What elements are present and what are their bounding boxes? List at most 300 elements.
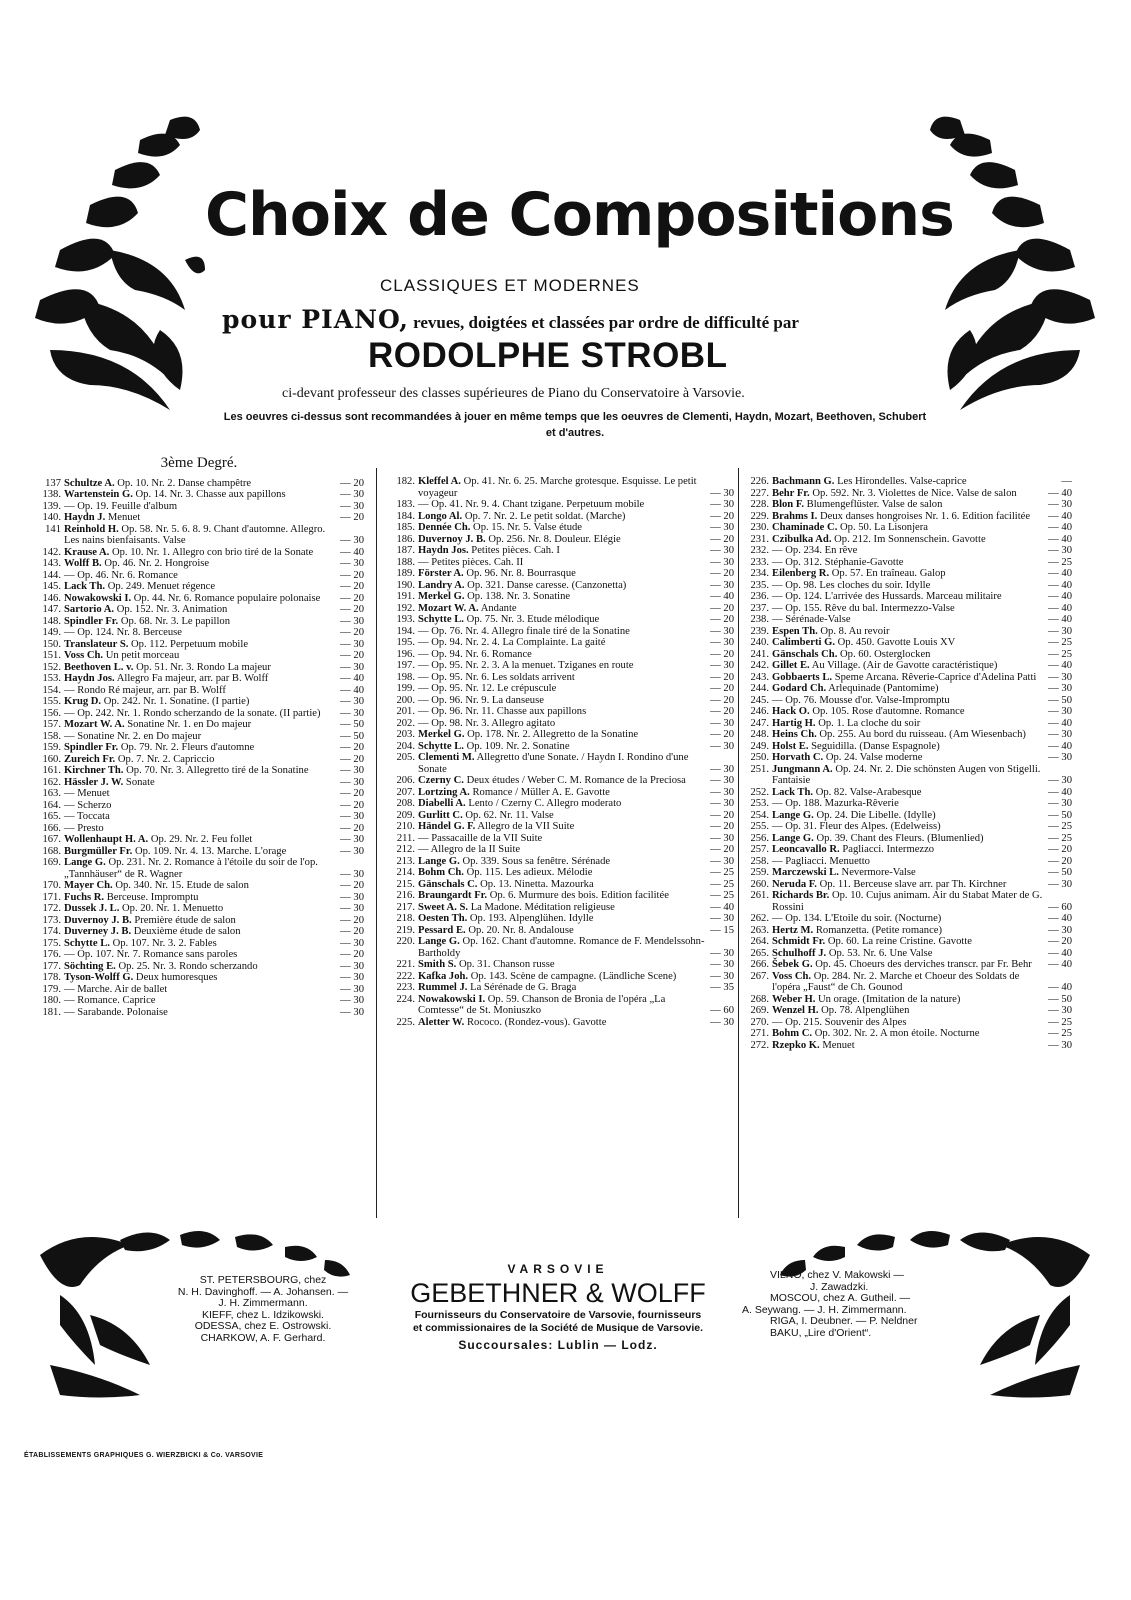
catalogue-entry [742,741,1072,753]
entry-number: 194. [396,625,415,637]
catalogue-entry [34,512,364,524]
composer-name: Smith S. [418,959,457,970]
work-title: Op. 11. Berceuse slave arr. par Th. Kirchner [819,878,1007,890]
entry-number: 191. [396,591,415,602]
composer-name: Spindler Fr. [64,742,119,753]
catalogue-entry [34,604,364,616]
composer-name: Lange G. [64,857,106,868]
price: — 20 [340,604,364,615]
price: — 30 [710,959,734,970]
entry-number: 196. [396,648,415,660]
price: — 30 [1048,729,1072,740]
price: — 60 [1048,901,1072,913]
price: — 30 [710,913,734,924]
entry-number: 164. [42,799,61,811]
price: — 20 [340,949,364,960]
work-title: — Op. 134. L'Etoile du soir. (Nocturne) [772,913,942,924]
price: — 40 [710,591,734,602]
work-title: Andante [480,602,517,614]
entry-number: 234. [750,568,769,579]
catalogue-entry [742,913,1072,925]
entry-number: 255. [750,821,769,832]
entry-number: 231. [750,533,769,545]
entry-number: 247. [750,717,769,729]
price: — 20 [710,648,734,660]
catalogue-entry [388,879,734,891]
composer-name: Voss Ch. [64,650,104,661]
catalogue-entry [34,524,364,547]
catalogue-entry [34,834,364,846]
entry-number: 236. [750,591,769,602]
price: — 20 [340,627,364,638]
work-title: Op. 450. Gavotte Louis XV [837,637,956,648]
composer-name: Braungardt Fr. [418,890,488,901]
composer-name: Beethoven L. v. [64,661,134,673]
entry-number: 182. [396,476,415,487]
catalogue-entry [388,499,734,511]
printer-credit: ÉTABLISSEMENTS GRAPHIQUES G. WIERZBICKI & Co. VARSOVIE [24,1452,264,1459]
entry-number: 193. [396,614,415,625]
price: — 40 [1048,913,1072,924]
publisher-city: VARSOVIE [507,1262,609,1276]
entry-number: 263. [750,924,769,936]
composer-name: Händel G. F. [418,821,476,832]
entry-number: 221. [396,959,415,970]
composer-name: Haydn J. [64,512,106,523]
price: — 50 [1048,993,1072,1005]
work-title: — Op. 31. Fleur des Alpes. (Edelweiss) [772,821,941,832]
price: — 60 [710,1005,734,1016]
catalogue-entry [388,810,734,822]
entry-number: 261. [750,890,769,901]
price: — 30 [340,834,364,845]
entry-number: 229. [750,510,769,522]
catalogue-entry [388,568,734,580]
catalogue-entry [742,660,1072,672]
composer-name: Mozart W. A. [64,719,125,730]
work-title: Au Village. (Air de Gavotte caractéristique) [811,660,998,671]
catalogue-entry [34,972,364,984]
composer-name: Neruda F. [772,878,817,890]
price: — 40 [1048,568,1072,579]
catalogue-entry [388,994,734,1017]
work-title: Op. 10. Nr. 1. Allegro con brio tiré de la Sonate [111,546,314,558]
catalogue-list [388,476,734,1028]
price: — 15 [710,924,734,936]
price: — 30 [710,660,734,671]
composer-name: Wollenhaupt H. A. [64,834,149,845]
price: — 30 [340,489,364,500]
entry-number: 178. [42,972,61,983]
catalogue-entry [34,754,364,766]
catalogue-entry [742,787,1072,799]
catalogue-column-1 [34,455,364,1018]
work-title: — Op. 46. Nr. 6. Romance [64,569,178,581]
entry-number: 172. [42,903,61,914]
price: — 30 [340,983,364,995]
composer-name: Diabelli A. [418,798,466,809]
agent-line: J. H. Zimmermann. [218,1297,308,1309]
catalogue-entry [34,915,364,927]
composer-name: Lange G. [418,936,460,947]
entry-number: 153. [42,673,61,684]
price: — 20 [710,809,734,821]
entry-number: 246. [750,706,769,717]
catalogue-entry [388,902,734,914]
entry-number: 250. [750,752,769,763]
price: — 30 [710,740,734,752]
catalogue-entry [388,833,734,845]
entry-number: 230. [750,522,769,533]
composer-name: Bohm Ch. [418,867,464,878]
work-title: Petites pièces. Cah. I [471,545,560,556]
work-title: Op. 178. Nr. 2. Allegretto de la Sonatine [467,729,639,740]
composer-name: Behr Fr. [772,487,810,499]
price: — 40 [340,684,364,696]
composer-name: Schulhoff J. [772,947,827,959]
entry-number: 192. [396,602,415,614]
entry-number: 152. [42,661,61,673]
composer-name: Marczewski L. [772,867,839,878]
price: — 30 [340,845,364,857]
price: — 30 [340,661,364,673]
work-title: — Op. 107. Nr. 7. Romance sans paroles [64,949,238,960]
work-title: — Sonatine Nr. 2. en Do majeur [64,730,202,742]
work-title: Allegro Fa majeur, arr. par B. Wolff [116,673,269,684]
work-title: — Op. 94. Nr. 2. 4. La Complainte. La gaité [418,637,606,648]
work-title: Op. 13. Ninetta. Mazourka [480,878,594,890]
agent-line: BAKU, „Lire d'Orient“. [770,1326,872,1339]
catalogue-entry [388,752,734,775]
entry-number: 141 [45,523,61,535]
work-title: — Op. 234. En rêve [772,545,858,556]
catalogue-entry [742,752,1072,764]
work-title: Op. 10. Cujus animam. Air du Stabat Mater de G. Rossini [772,890,1043,913]
entry-number: 232. [750,545,769,556]
column-divider [738,468,739,1218]
price: — 30 [340,558,364,569]
catalogue-entry [742,959,1072,971]
work-title: Op. 231. Nr. 2. Romance à l'étoile du soir de l'op. „Tannhäuser“ de R. Wagner [64,857,318,880]
catalogue-list [34,478,364,1019]
price: — 40 [1048,786,1072,798]
price: — 30 [1048,775,1072,786]
composer-name: Hertz M. [772,924,814,936]
composer-name: Gillet E. [772,660,810,671]
price: — 30 [1048,752,1072,763]
entry-number: 146. [42,592,61,604]
price: — 30 [710,1016,734,1028]
price: — 30 [710,556,734,568]
price: — 50 [1048,694,1072,706]
catalogue-entry [388,729,734,741]
composer-name: Weber H. [772,993,816,1005]
catalogue-entry [742,1040,1072,1052]
work-title: Op. 57. En traîneau. Galop [831,568,946,579]
entry-number: 228. [750,499,769,510]
publisher-line: Fournisseurs du Conservatoire de Varsovie, fournisseurs [414,1309,702,1321]
work-title: Op. 339. Sous sa fenêtre. Sérénade [462,855,611,867]
catalogue-entry [388,936,734,959]
composer-name: Wolff B. [64,558,102,569]
composer-name: Schytte L. [418,614,464,625]
work-title: — Marche. Air de ballet [64,983,168,995]
catalogue-entry [34,1007,364,1019]
catalogue-entry [742,948,1072,960]
entry-number: 252. [750,786,769,798]
composer-name: Krug D. [64,696,102,707]
catalogue-entry [388,971,734,983]
agent-line: ST. PETERSBOURG, chez [199,1274,327,1286]
price: — 25 [1048,821,1072,832]
work-title: — Op. 98. Nr. 3. Allegro agitato [418,717,556,729]
work-title: Op. 20. Nr. 8. Andalouse [468,924,574,936]
price: — 30 [710,487,734,499]
entry-number: 163. [42,788,61,799]
composer-name: Bohm C. [772,1028,813,1039]
work-title: Op. 8. Au revoir [820,625,890,637]
work-title: Op. 6. Murmure des bois. Edition facilitée [489,890,669,901]
entry-number: 168. [42,845,61,857]
entry-number: 185. [396,522,415,533]
author-credentials: ci-devant professeur des classes supérieures de Piano du Conservatoire à Varsovie. [282,386,745,401]
work-title: Op. 162. Chant d'automne. Romance de F. Mendelssohn-Bartholdy [418,936,705,959]
entry-number: 160. [42,753,61,765]
price: — 30 [1048,1005,1072,1016]
entry-number: 238. [750,614,769,625]
composer-name: Translateur S. [64,638,129,650]
price: — 20 [710,671,734,683]
entry-number: 140. [42,512,61,523]
degree-heading: 3ème Degré. [160,455,238,471]
catalogue-entry [34,903,364,915]
work-title: Romance / Müller A. E. Gavotte [472,786,610,798]
entry-number: 175. [42,937,61,949]
entry-number: 266. [750,959,769,970]
entry-number: 211. [396,832,415,844]
work-title: — Op. 124. L'arrivée des Hussards. Marceau militaire [772,591,1002,602]
branches: Succoursales: Lublin — Lodz. [458,1338,658,1352]
work-title: — Rondo Ré majeur, arr. par B. Wolff [64,684,226,696]
entry-number: 270. [750,1016,769,1028]
price: — 20 [1048,936,1072,947]
catalogue-entry [388,683,734,695]
price: — 20 [340,742,364,753]
price: — 35 [710,982,734,993]
price: — 40 [1048,591,1072,602]
entry-number: 214. [396,867,415,878]
price: — 20 [340,799,364,811]
entry-number: 177. [42,960,61,972]
price: — 40 [1048,717,1072,729]
entry-number: 162. [42,776,61,788]
work-title: — Op. 95. Nr. 2. 3. A la menuet. Tziganes en route [418,660,634,671]
price: — 40 [1048,959,1072,970]
work-title: Première étude de salon [134,914,236,926]
price: — 30 [1048,1039,1072,1051]
work-title: Op. 152. Nr. 3. Animation [116,604,228,615]
composer-name: Krause A. [64,546,110,558]
composer-name: Lack Th. [772,786,814,798]
work-title: Op. 112. Perpetuum mobile [131,638,249,650]
catalogue-column-2 [388,476,734,1028]
work-title: Op. 255. Au bord du ruisseau. (Am Wiesenbach) [819,729,1026,740]
work-title: Op. 39. Chant des Fleurs. (Blumenlied) [816,832,984,844]
entry-number: 145. [42,581,61,592]
instrument-line [222,305,799,334]
price: — 20 [710,533,734,545]
entry-number: 155. [42,696,61,707]
work-title: — Op. 96. Nr. 9. La danseuse [418,694,544,706]
price: — 30 [710,579,734,591]
entry-number: 219. [396,924,415,936]
composer-name: Spindler Fr. [64,615,119,627]
catalogue-entry [34,489,364,501]
entry-number: 208. [396,798,415,809]
price: — 20 [340,880,364,891]
catalogue-entry [34,811,364,823]
composer-name: Clementi M. [418,752,475,763]
entry-number: 265. [750,947,769,959]
work-title: Op. 60. Osterglocken [840,648,931,660]
right-foliage-ornament [920,100,1110,430]
composer-name: Schytte L. [64,937,110,949]
composer-name: Hartig H. [772,717,816,729]
price: — 30 [710,947,734,959]
entry-number: 268. [750,993,769,1005]
work-title: — Passacaille de la VII Suite [418,832,543,844]
price: — 30 [340,776,364,788]
price: — 30 [340,500,364,512]
catalogue-entry [742,798,1072,810]
subtitle: CLASSIQUES ET MODERNES [380,276,640,295]
work-title: Op. 14. Nr. 3. Chasse aux papillons [135,489,286,500]
catalogue-entry [742,557,1072,569]
catalogue-entry [34,926,364,938]
catalogue-entry [742,867,1072,879]
composer-name: Eilenberg R. [772,568,830,579]
entry-number: 204. [396,740,415,752]
catalogue-entry [388,522,734,534]
catalogue-entry [34,777,364,789]
catalogue-entry [34,616,364,628]
price: — 40 [1048,660,1072,671]
catalogue-entry [388,913,734,925]
composer-name: Czibulka Ad. [772,533,832,545]
work-title: — Op. 188. Mazurka-Rêverie [772,798,899,809]
entry-number: 251. [750,763,769,775]
price: — 25 [1048,1028,1072,1039]
entry-number: 167. [42,834,61,845]
price: — 25 [1048,832,1072,844]
composer-name: Lange G. [772,832,814,844]
work-title: Op. 50. La Lisonjera [840,522,928,533]
composer-name: Kleffel A. [418,476,461,487]
catalogue-entry [34,984,364,996]
catalogue-entry [34,857,364,880]
price: — 20 [340,512,364,523]
work-title: Speme Arcana. Rêverie-Caprice d'Adelina Patti [834,671,1037,683]
price: — 20 [710,844,734,855]
entry-number: 171. [42,891,61,903]
entry-number: 174. [42,926,61,937]
price: — 20 [340,592,364,604]
composer-name: Tyson-Wolff G. [64,972,134,983]
work-title: — Op. 94. Nr. 6. Romance [418,648,532,660]
composer-name: Espen Th. [772,625,818,637]
price: — 30 [340,535,364,546]
publisher-block [383,1262,733,1352]
entry-number: 227. [750,487,769,499]
entry-number: 150. [42,638,61,650]
catalogue-entry [388,982,734,994]
catalogue-entry [34,765,364,777]
work-title: Sonatine Nr. 1. en Do majeur [127,719,252,730]
catalogue-entry [742,499,1072,511]
catalogue-entry [388,775,734,787]
work-title: Op. 24. Nr. 2. Die schönsten Augen von Stigelli. Fantaisie [772,763,1041,786]
work-title: Op. 7. Nr. 2. Le petit soldat. (Marche) [464,510,626,522]
work-title: — Sérénade-Valse [772,614,851,625]
composer-name: Kafka Joh. [418,970,469,982]
work-title: Blumengeflüster. Valse de salon [806,499,943,510]
work-title: Allegro de la VII Suite [477,821,575,832]
work-title: — Op. 95. Nr. 6. Les soldats arrivent [418,671,575,683]
work-title: Nevermore-Valse [841,867,916,878]
entry-number: 159. [42,742,61,753]
entry-number: 212. [396,844,415,855]
entry-number: 264. [750,936,769,947]
entry-number: 213. [396,855,415,867]
entry-number: 181. [42,1006,61,1018]
entry-number: 190. [396,579,415,591]
price: — 40 [1048,947,1072,959]
composer-name: Gänschals Ch. [772,648,838,660]
catalogue-entry [742,695,1072,707]
catalogue-entry [34,938,364,950]
work-title: Op. 45. Choeurs des derviches transcr. par Fr. Behr [815,959,1032,970]
catalogue-entry [742,488,1072,500]
work-title: — Op. 155. Rêve du bal. Intermezzo-Valse [772,602,955,614]
price: — 30 [710,499,734,510]
work-title: Op. 59. Chanson de Bronia de l'opéra „La Comtesse“ de St. Moniuszko [418,993,666,1016]
price: — 25 [1048,556,1072,568]
agent-line: KIEFF, chez L. Idzikowski. [202,1308,324,1321]
instrument-label: pour PIANO, [222,305,409,334]
catalogue-entry [34,558,364,570]
work-title: Op. 60. La reine Cristine. Gavotte [827,936,972,947]
price: — 30 [710,832,734,844]
work-title: Op. 41. Nr. 6. 25. Marche grotesque. Esquisse. Le petit voyageur [418,476,697,499]
entry-number: 206. [396,775,415,786]
price: — 30 [710,625,734,637]
price: — 50 [1048,867,1072,878]
catalogue-entry [34,593,364,605]
entry-number: 235. [750,579,769,591]
price: — 30 [340,696,364,707]
entry-number: 253. [750,798,769,809]
price: — 20 [1048,844,1072,855]
composer-name: Hack O. [772,706,810,717]
catalogue-entry [742,545,1072,557]
catalogue-entry [388,511,734,523]
price: — 30 [710,637,734,648]
right-agents [742,1269,950,1339]
price: — 25 [710,878,734,890]
catalogue-entry [742,580,1072,592]
entry-number: 201. [396,706,415,717]
entry-number: 257. [750,844,769,855]
